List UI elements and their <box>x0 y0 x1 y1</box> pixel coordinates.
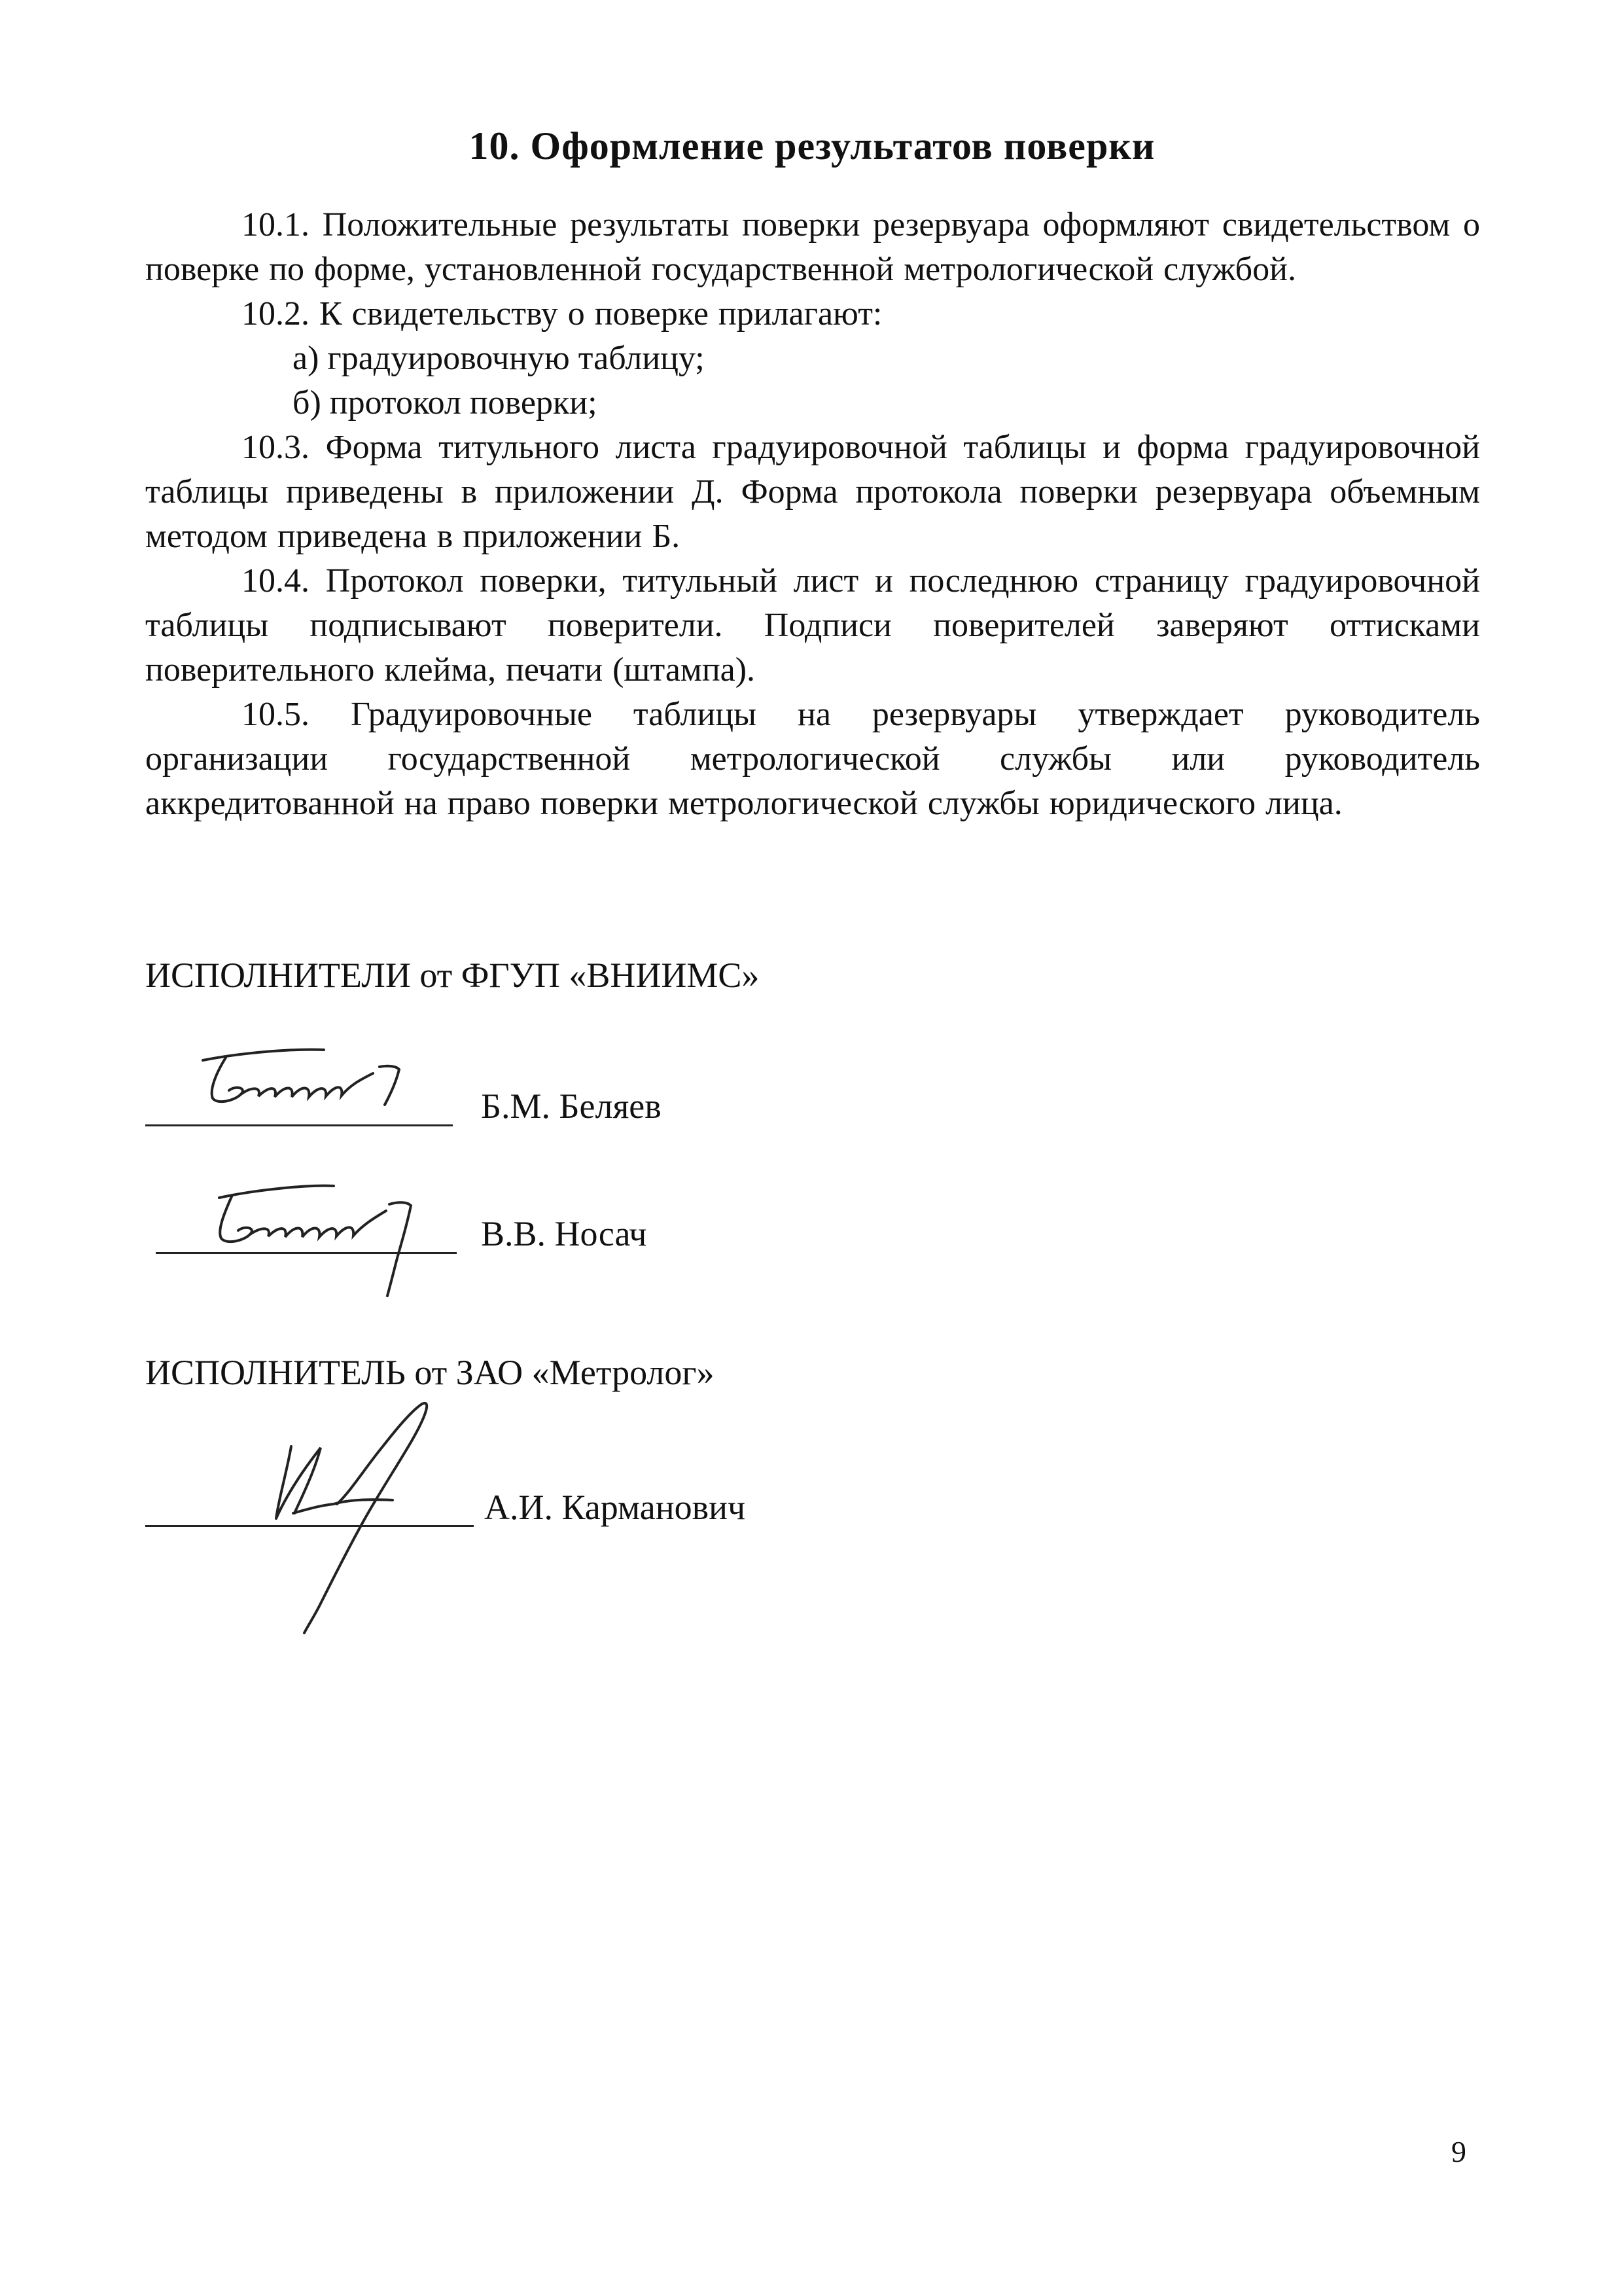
executor-label-metrolog: ИСПОЛНИТЕЛЬ от ЗАО «Метролог» <box>145 1353 715 1392</box>
signature-line-3 <box>145 1525 474 1527</box>
signer-name-1: Б.М. Беляев <box>481 1086 662 1126</box>
signature-belyaev <box>164 1034 445 1139</box>
paragraph-10-4: 10.4. Протокол поверки, титульный лист и последнюю страницу градуировочной таблицы подписывают поверители. Подписи поверителей заверяют оттисками поверительного клейма, печати (штампа). <box>145 562 1480 689</box>
section-body <box>145 203 1480 826</box>
section-title: 10. Оформление результатов поверки <box>468 124 1156 168</box>
paragraph-10-5: 10.5. Градуировочные таблицы на резервуары утверждает руководитель организации государственной метрологической службы или руководитель аккредитованной на право поверки метрологической службы юридического лица. <box>145 696 1480 822</box>
paragraph-10-3: 10.3. Форма титульного листа градуировочной таблицы и форма градуировочной таблицы приведены в приложении Д. Форма протокола поверки резервуара объемным методом приведена в приложении Б. <box>145 429 1480 555</box>
signer-name-3: А.И. Карманович <box>484 1488 746 1527</box>
attachment-item-a: а) градуировочную таблицу; <box>292 340 705 377</box>
page-number: 9 <box>1451 2135 1466 2168</box>
executors-label-vniims: ИСПОЛНИТЕЛИ от ФГУП «ВНИИМС» <box>145 956 760 995</box>
signature-karmanovich <box>216 1394 491 1636</box>
signature-nosach <box>170 1165 458 1302</box>
paragraph-10-1: 10.1. Положительные результаты поверки резервуара оформляют свидетельством о поверке по форме, установленной государственной метрологической службой. <box>145 206 1480 288</box>
signature-line-1 <box>145 1124 453 1126</box>
signature-line-2 <box>156 1252 457 1254</box>
paragraph-10-2: 10.2. К свидетельству о поверке прилагают: <box>241 295 883 332</box>
signer-name-2: В.В. Носач <box>481 1214 647 1253</box>
attachment-item-b: б) протокол поверки; <box>292 384 597 421</box>
